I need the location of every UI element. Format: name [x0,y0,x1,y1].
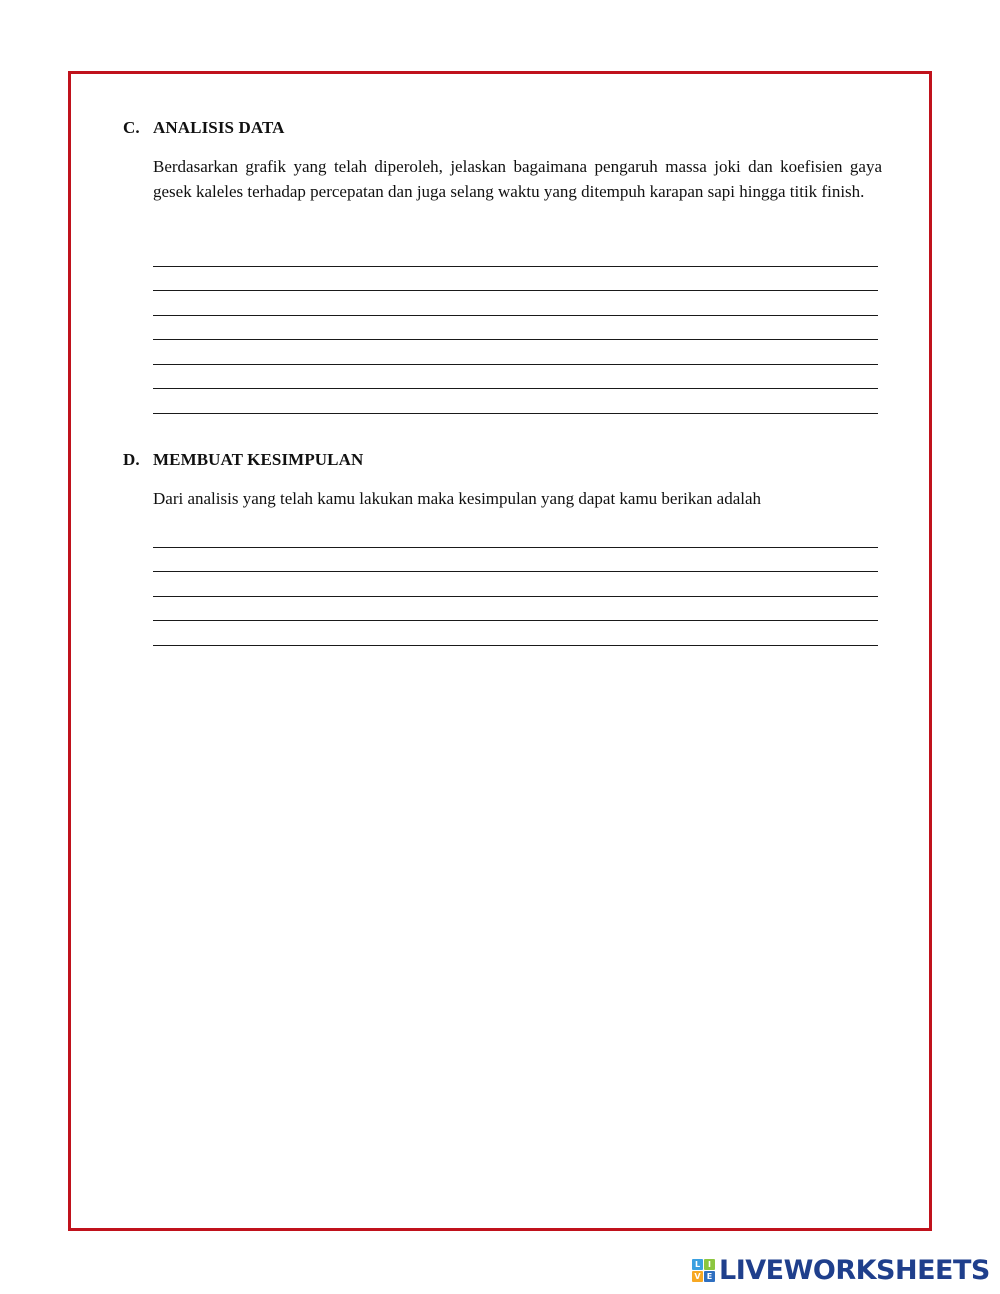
section-d-answer-line[interactable] [153,621,878,646]
section-c-number: C. [123,118,140,137]
section-d-answer-line[interactable] [153,572,878,597]
section-d-title: MEMBUAT KESIMPULAN [153,450,364,469]
logo-tile: I [704,1259,715,1270]
section-d-answer-line[interactable] [153,523,878,548]
section-c-answer-line[interactable] [153,389,878,414]
section-d-answer-area[interactable] [153,523,878,646]
section-c-answer-area[interactable] [153,242,878,414]
section-c-answer-line[interactable] [153,365,878,390]
logo-tiles [692,1259,715,1282]
section-d-number: D. [123,450,140,469]
liveworksheets-logo [692,1255,990,1286]
logo-tile: L [692,1259,703,1270]
logo-tile: E [704,1271,715,1282]
logo-text: LIVEWORKSHEETS [719,1255,990,1286]
section-c-answer-line[interactable] [153,267,878,292]
section-d-heading [123,450,363,470]
section-c-prompt: Berdasarkan grafik yang telah diperoleh, jelaskan bagaimana pengaruh massa joki dan koefisien gaya gesek kaleles terhadap percepatan dan juga selang waktu yang ditempuh karapan sapi hingga titik finish. [153,157,882,201]
section-d-prompt: Dari analisis yang telah kamu lakukan maka kesimpulan yang dapat kamu berikan adalah [153,489,762,508]
section-c-answer-line[interactable] [153,340,878,365]
logo-tile: V [692,1271,703,1282]
section-c-answer-line[interactable] [153,291,878,316]
section-c-answer-line[interactable] [153,242,878,267]
section-c-answer-line[interactable] [153,316,878,341]
section-c-heading [123,118,285,138]
section-c-title: ANALISIS DATA [153,118,285,137]
section-d-answer-line[interactable] [153,597,878,622]
section-d-answer-line[interactable] [153,548,878,573]
